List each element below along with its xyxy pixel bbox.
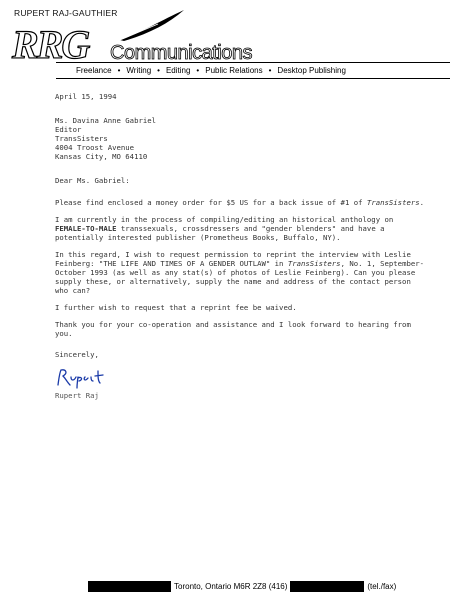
footer-address: Toronto, Ontario M6R 2Z8 (416) bbox=[174, 582, 288, 591]
separator-dot: • bbox=[196, 66, 200, 75]
letterhead-rule-top bbox=[56, 62, 450, 63]
logo-initials: RRG bbox=[12, 22, 89, 67]
signature-block bbox=[55, 367, 107, 400]
paragraph-5: Thank you for your co-operation and assistance and I look forward to hearing from you. bbox=[55, 320, 411, 338]
letter-body bbox=[55, 92, 425, 367]
logo-word: Communications bbox=[110, 42, 252, 64]
handwritten-signature bbox=[55, 367, 107, 389]
service-item: Editing bbox=[165, 66, 191, 75]
signer-name: Rupert Raj bbox=[55, 391, 99, 400]
sender-name: RUPERT RAJ-GAUTHIER bbox=[14, 8, 118, 18]
recipient-line: 4004 Troost Avenue bbox=[55, 143, 135, 152]
footer-contact bbox=[88, 581, 396, 592]
recipient-line: Ms. Davina Anne Gabriel bbox=[55, 116, 157, 125]
paragraph-1: Please find enclosed a money order for $5 US for a back issue of #1 of TransSisters. bbox=[55, 198, 425, 207]
service-item: Freelance bbox=[76, 66, 112, 75]
paragraph-4: I further wish to request that a reprint fee be waived. bbox=[55, 303, 297, 312]
separator-dot: • bbox=[157, 66, 160, 75]
salutation: Dear Ms. Gabriel: bbox=[55, 176, 130, 185]
service-item: Desktop Publishing bbox=[277, 66, 346, 75]
quill-icon bbox=[118, 8, 188, 42]
service-item: Public Relations bbox=[205, 66, 263, 75]
redaction-bar bbox=[88, 581, 171, 592]
paragraph-2: I am currently in the process of compiling/editing an historical anthology on FEMALE-TO-MALE transsexuals, crossdressers and "gender blenders" and have a potentially interested publisher (Prometheus Books, Buffalo, NY). bbox=[55, 215, 394, 242]
closing: Sincerely, bbox=[55, 350, 99, 359]
service-item: Writing bbox=[126, 66, 152, 75]
redaction-bar bbox=[290, 581, 364, 592]
recipient-line: Editor bbox=[55, 125, 82, 134]
recipient-line: Kansas City, MO 64110 bbox=[55, 152, 148, 161]
services-line bbox=[76, 66, 346, 75]
separator-dot: • bbox=[268, 66, 272, 75]
separator-dot: • bbox=[117, 66, 121, 75]
letter-date: April 15, 1994 bbox=[55, 92, 117, 101]
paragraph-3: In this regard, I wish to request permission to reprint the interview with Leslie Feinberg: "THE LIFE AND TIMES OF A GENDER OUTLAW" in TransSisters, No. 1, September-October 1993 (as well as any stat(s) of photos of Leslie Feinberg). Can you please supply these, or alternatively, supply the name and address of the contact person who can? bbox=[55, 250, 425, 295]
footer-suffix: (tel./fax) bbox=[367, 582, 397, 591]
recipient-address bbox=[55, 116, 425, 161]
recipient-line: TransSisters bbox=[55, 134, 108, 143]
letterhead-rule-bottom bbox=[56, 78, 450, 79]
